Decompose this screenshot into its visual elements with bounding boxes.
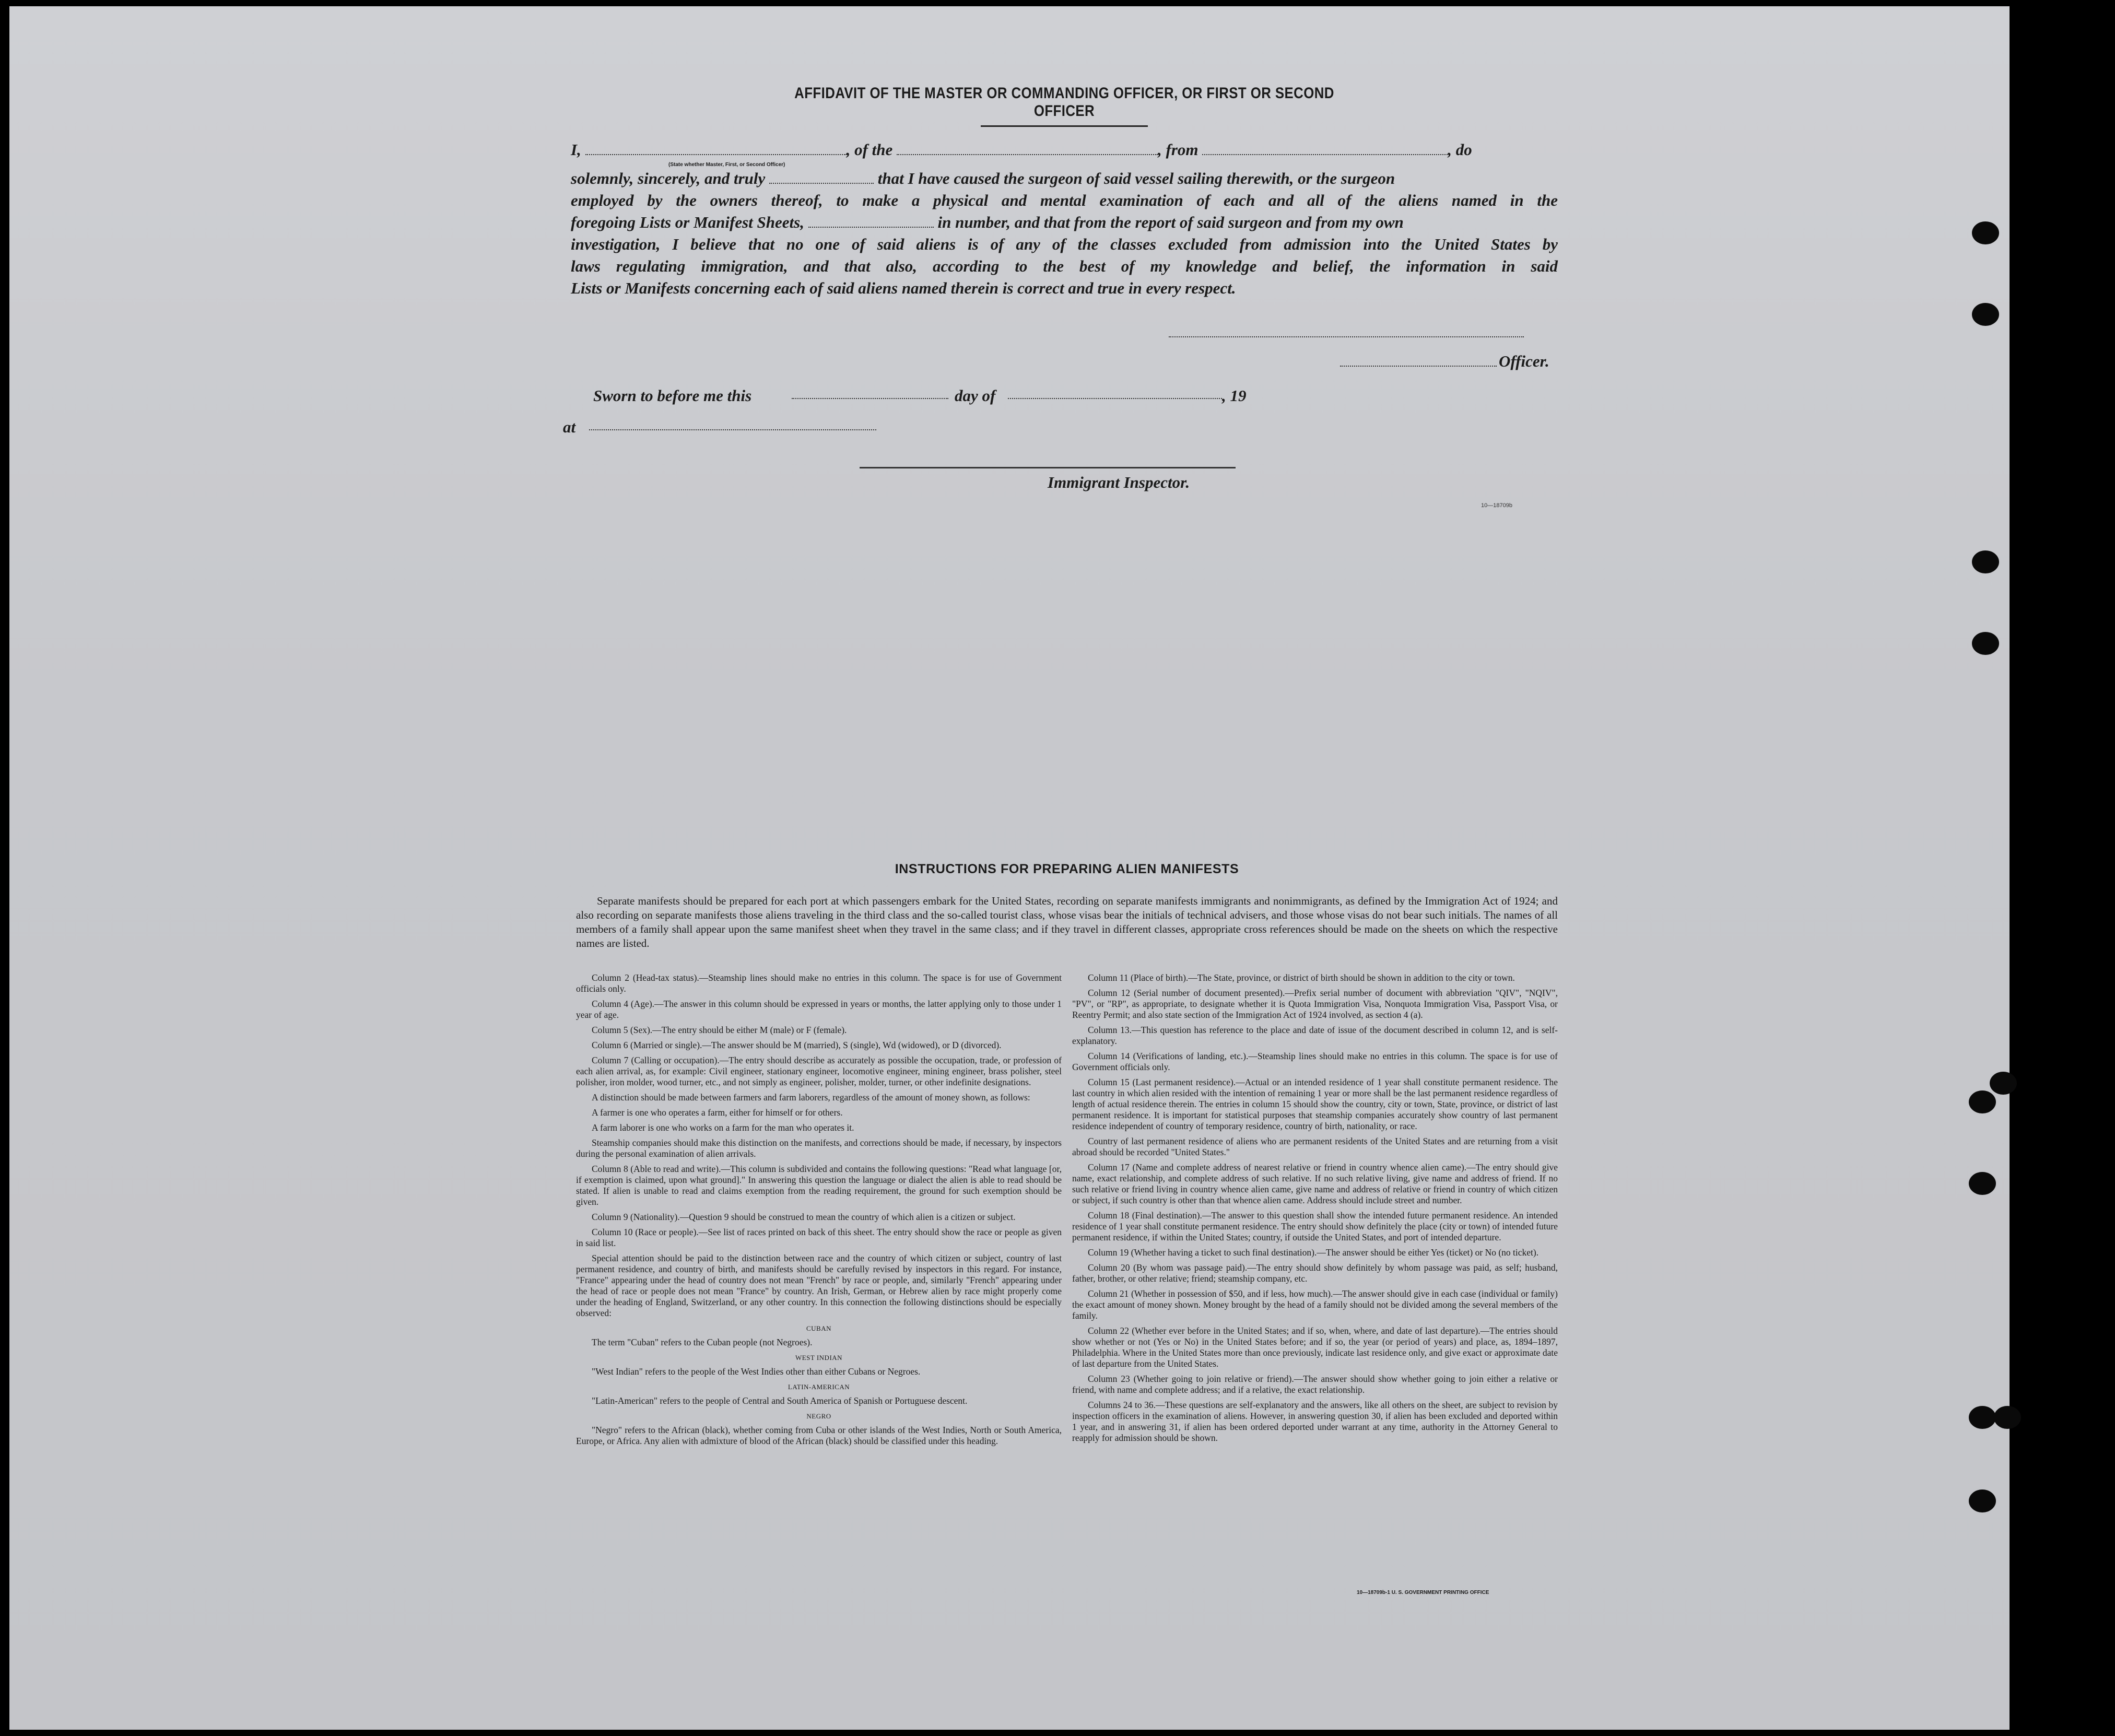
- signature-line-upper[interactable]: [1169, 336, 1524, 337]
- instruction-paragraph: "West Indian" refers to the people of the West Indies other than either Cubans or Negroes.: [592, 1366, 921, 1377]
- instruction-paragraph: Column 18 (Final destination).—The answer to this question shall show the intended future permanent residence. An intended residence of 1 year shall constitute permanent residence. The entry should show definitely the place (city or town) of intended future permanent residence, if within the United States; country, if outside the United States, and port of intended departure.: [1072, 1210, 1558, 1242]
- punch-hole: [1990, 1072, 2017, 1095]
- instruction-paragraph: Column 5 (Sex).—The entry should be either M (male) or F (female).: [592, 1025, 847, 1035]
- affidavit-title: AFFIDAVIT OF THE MASTER OR COMMANDING OFFICER, OR FIRST OR SECOND OFFICER: [794, 85, 1334, 120]
- at-label: at: [563, 418, 576, 436]
- instruction-paragraph: "Negro" refers to the African (black), whether coming from Cuba or other islands of the West Indies, North or South America, Europe, or Africa. Any alien with admixture of blood of the African (black) should be classified under this heading.: [576, 1425, 1062, 1446]
- punch-hole: [1994, 1406, 2021, 1429]
- punch-hole: [1972, 303, 1999, 326]
- instruction-paragraph: Column 2 (Head-tax status).—Steamship lines should make no entries in this column. The space is for use of Government officials only.: [576, 972, 1062, 994]
- sworn-day-blank[interactable]: [792, 398, 948, 399]
- punch-hole: [1969, 1489, 1996, 1512]
- instruction-paragraph: Column 19 (Whether having a ticket to such final destination).—The answer should be either Yes (ticket) or No (no ticket).: [1088, 1247, 1539, 1258]
- instruction-paragraph: Country of last permanent residence of aliens who are permanent residents of the United States and are returning from a visit abroad should be recorded "United States.": [1072, 1136, 1558, 1157]
- manifest-sheet: [9, 6, 2010, 1730]
- affidavit-line-5: investigation, I believe that no one of said aliens is of any of the classes excluded from admission into the United States by: [571, 235, 1558, 253]
- punch-hole: [1969, 1172, 1996, 1195]
- punch-hole: [1969, 1090, 1996, 1113]
- at-place-blank[interactable]: [589, 429, 876, 430]
- officer-signature-line[interactable]: [1340, 366, 1497, 367]
- year-label: , 19: [1222, 386, 1247, 405]
- punch-hole: [1969, 1406, 1996, 1429]
- instruction-paragraph: Column 13.—This question has reference to the place and date of issue of the document described in column 12, and is self-explanatory.: [1072, 1025, 1558, 1046]
- heading-negro: NEGRO: [806, 1412, 831, 1420]
- instruction-paragraph: Column 10 (Race or people).—See list of races printed on back of this sheet. The entry should show the race or people as given in said list.: [576, 1227, 1062, 1248]
- instruction-paragraph: Steamship companies should make this distinction on the manifests, and corrections should be made, if necessary, by inspectors during the personal examination of alien arrivals.: [576, 1137, 1062, 1159]
- form-code: 10—18709b: [1481, 502, 1512, 509]
- instruction-paragraph: Column 12 (Serial number of document presented).—Prefix serial number of document with abbreviation "QIV", "NQIV", "PV", or "RP", as appropriate, to designate whether it is Quota Immigration Visa, Nonquota Immigration Visa, Passport Visa, or Reentry Permit; and also state section of the Immigration Act of 1924 involved, as section 4 (a).: [1072, 988, 1558, 1020]
- instruction-paragraph: A distinction should be made between farmers and farm laborers, regardless of the amount of money shown, as follows:: [592, 1092, 1030, 1102]
- heading-cuban: CUBAN: [806, 1324, 831, 1332]
- instruction-paragraph: Column 17 (Name and complete address of nearest relative or friend in country whence alien came).—The entry should give name, exact relationship, and complete address of such relative. If no such relative living, give name and address of friend. If no such relative or friend living in country whence alien came, give name and address of relative or friend in country of which citizen or subject, if such country is other than that whence alien came. Address should include street and number.: [1072, 1162, 1558, 1205]
- instruction-paragraph: Column 23 (Whether going to join relative or friend).—The answer should show whether going to join either a relative or friend, with name and complete address; and if a relative, the exact relationship.: [1072, 1374, 1558, 1395]
- instruction-paragraph: Column 4 (Age).—The answer in this column should be expressed in years or months, the latter applying only to those under 1 year of age.: [576, 999, 1062, 1020]
- instruction-paragraph: Column 22 (Whether ever before in the United States; and if so, when, where, and date of last departure).—The entries should show whether or not (Yes or No) in the United States before; and if so, the year (or period of years) and place, as, 1894–1897, Philadelphia. Where in the United States more than once previously, indicate last residence only, and give exact or approximate date of last departure from the United States.: [1072, 1326, 1558, 1369]
- instruction-paragraph: Column 11 (Place of birth).—The State, province, or district of birth should be shown in addition to the city or town.: [1088, 972, 1515, 983]
- heading-west-indian: WEST INDIAN: [795, 1354, 843, 1362]
- affidavit-line-3: employed by the owners thereof, to make a physical and mental examination of each and all of the aliens named in the: [571, 191, 1558, 209]
- instruction-paragraph: Column 14 (Verifications of landing, etc.).—Steamship lines should make no entries in this column. The space is for use of Government officials only.: [1072, 1051, 1558, 1072]
- instruction-paragraph: Column 8 (Able to read and write).—This column is subdivided and contains the following questions: "Read what language [or, if exemption is claimed, upon what ground]." In answering this question the language or dialect the alien is able to read should be stated. If alien is unable to read and claims exemption from the reading requirement, the ground for such exemption should be given.: [576, 1164, 1062, 1207]
- name-blank[interactable]: [585, 143, 847, 155]
- instructions-intro: Separate manifests should be prepared for each port at which passengers embark for the United States, recording on separate manifests immigrants and nonimmigrants, as defined by the Immigration Act of 1924; and also recording on separate manifests those aliens traveling in the third class and the so-called tourist class, whose visas bear the initials of technical advisers, and those whose visas do not bear such initials. The names of all members of a family shall appear upon the same manifest sheet when they travel in the same class; and if they travel in different classes, appropriate cross references should be made on the sheets on which the respective names are listed.: [576, 895, 1558, 949]
- instructions-title: INSTRUCTIONS FOR PREPARING ALIEN MANIFESTS: [895, 862, 1239, 876]
- instruction-paragraph: Column 15 (Last permanent residence).—Actual or an intended residence of 1 year shall constitute permanent residence. The last country in which alien resided with the intention of remaining 1 year or more shall be the last permanent residence regardless of length of actual residence therein. The entries in column 15 should show the country, city or town, State, province, or district of last permanent residence. It is important for statistical purposes that steamship companies accurately show country of last permanent residence independent of country of temporary residence, country of birth, nationality, or race.: [1072, 1077, 1558, 1131]
- instruction-paragraph: Column 6 (Married or single).—The answer should be M (married), S (single), Wd (widowed), or D (divorced).: [592, 1040, 1002, 1050]
- punch-hole: [1972, 550, 1999, 573]
- affidavit-line-1: I, , of the , from , do: [571, 140, 1472, 159]
- sworn-month-blank[interactable]: [1008, 398, 1222, 399]
- affidavit-line-6: laws regulating immigration, and that also, according to the best of my knowledge and belief, the information in said: [571, 257, 1558, 275]
- from-port-blank[interactable]: [1202, 143, 1448, 155]
- inspector-signature-line[interactable]: [860, 467, 1236, 468]
- inspector-label: Immigrant Inspector.: [1048, 473, 1190, 491]
- title-underline: [981, 125, 1148, 127]
- officer-label: Officer.: [1499, 352, 1549, 370]
- sworn-label: Sworn to before me this: [593, 386, 752, 405]
- punch-hole: [1972, 632, 1999, 655]
- oath-blank[interactable]: [769, 171, 874, 184]
- instruction-paragraph: Column 21 (Whether in possession of $50, and if less, how much).—The answer should give in each case (individual or family) the exact amount of money shown. Money brought by the head of a family should not be divided among the several members of the family.: [1072, 1288, 1558, 1321]
- instructions-right-column: [1072, 972, 1558, 1448]
- instruction-paragraph: Column 20 (By whom was passage paid).—The entry should show definitely by whom passage was paid, as self; husband, father, brother, or other relative; friend; steamship company, etc.: [1072, 1262, 1558, 1284]
- day-of-label: day of: [955, 386, 996, 405]
- instruction-paragraph: Column 7 (Calling or occupation).—The entry should describe as accurately as possible the occupation, trade, or profession of each alien arrival, as, for example: Civil engineer, stationary engineer, locomotive engineer, mining engineer, brass polisher, steel polisher, iron molder, wood turner, etc., and not simply as engineer, polisher, molder, turner, or other indefinite designations.: [576, 1055, 1062, 1087]
- instructions-left-column: [576, 972, 1062, 1451]
- affidavit-line-7: Lists or Manifests concerning each of said aliens named therein is correct and true in every respect.: [571, 279, 1236, 297]
- printing-office-footer: 10—18709b-1 U. S. GOVERNMENT PRINTING OFFICE: [1357, 1590, 1489, 1596]
- instruction-paragraph: Columns 24 to 36.—These questions are self-explanatory and the answers, like all others on the sheet, are subject to revision by inspection officers in the examination of aliens. However, in answering question 30, if alien has been excluded and deported within 1 year, and in answering 31, if alien has been ordered deported under warrant at any time, authority in the Attorney General to reapply for admission should be shown.: [1072, 1400, 1558, 1443]
- heading-latin-american: LATIN-AMERICAN: [788, 1383, 850, 1391]
- instruction-paragraph: A farmer is one who operates a farm, either for himself or for others.: [592, 1107, 843, 1118]
- state-note: (State whether Master, First, or Second Officer): [668, 162, 785, 168]
- affidavit-line-4: foregoing Lists or Manifest Sheets, in number, and that from the report of said surgeon and from my own: [571, 213, 1404, 231]
- instruction-paragraph: A farm laborer is one who works on a farm for the man who operates it.: [592, 1122, 854, 1133]
- punch-hole: [1972, 221, 1999, 244]
- affidavit-line-2: solemnly, sincerely, and truly that I have caused the surgeon of said vessel sailing therewith, or the surgeon: [571, 169, 1395, 187]
- number-blank[interactable]: [808, 215, 934, 228]
- vessel-blank[interactable]: [897, 143, 1158, 155]
- instruction-paragraph: "Latin-American" refers to the people of Central and South America of Spanish or Portuguese descent.: [592, 1395, 968, 1406]
- instruction-paragraph: The term "Cuban" refers to the Cuban people (not Negroes).: [592, 1337, 813, 1347]
- instruction-paragraph: Special attention should be paid to the distinction between race and the country of which citizen or subject, country of last permanent residence, and country of birth, and manifests should be carefully revised by inspectors in this regard. For instance, "France" appearing under the head of country does not mean "French" by race or people, and, similarly "French" appearing under the head of race or people does not mean "France" by country. An Irish, German, or Hebrew alien by race might properly come under the heading of England, Switzerland, or any other country. In this connection the following distinctions should be especially observed:: [576, 1253, 1062, 1318]
- instruction-paragraph: Column 9 (Nationality).—Question 9 should be construed to mean the country of which alien is a citizen or subject.: [592, 1212, 1016, 1222]
